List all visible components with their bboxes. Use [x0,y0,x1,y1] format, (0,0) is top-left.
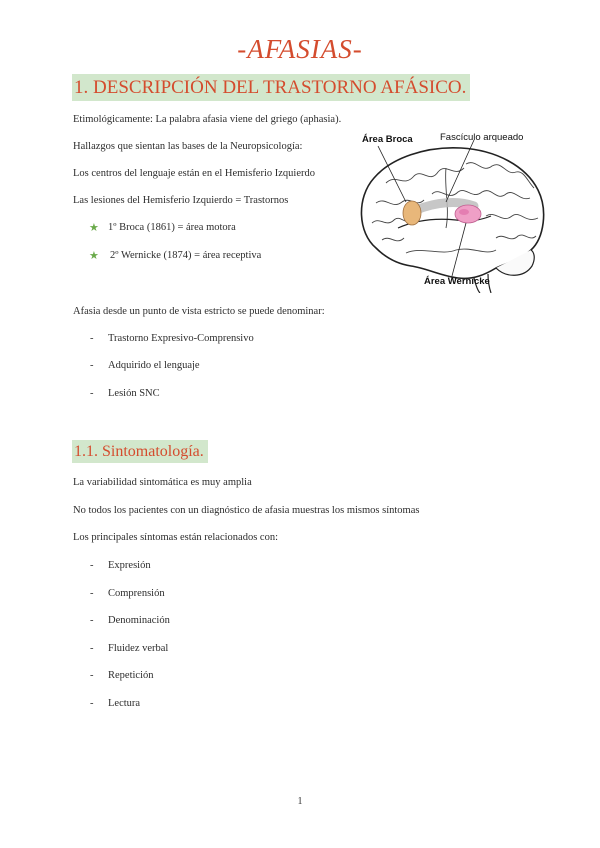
dash-bullet: - [90,670,94,681]
dash-bullet: - [90,698,94,709]
paragraph-lesiones: Las lesiones del Hemisferio Izquierdo = Trastornos [73,195,289,206]
dash-bullet: - [90,388,94,399]
list-item: Comprensión [108,588,165,599]
dash-bullet: - [90,588,94,599]
dash-bullet: - [90,643,94,654]
label-area-broca: Área Broca [362,134,413,145]
section-heading-descripcion: 1. DESCRIPCIÓN DEL TRASTORNO AFÁSICO. [72,74,470,101]
list-item: Denominación [108,615,170,626]
wernicke-area [455,205,481,223]
brain-diagram [346,128,556,293]
list-item: Lectura [108,698,141,709]
wernicke-core [459,209,469,215]
paragraph-afasia-definicion: Afasia desde un punto de vista estricto se puede denominar: [73,306,325,317]
brain-illustration [346,128,556,293]
paragraph-hallazgos: Hallazgos que sientan las bases de la Neuropsicología: [73,141,303,152]
star-bullet-icon: ★ [89,249,99,262]
paragraph-centros-lenguaje: Los centros del lenguaje están en el Hemisferio Izquierdo [73,168,315,179]
star-bullet-icon: ★ [89,221,99,234]
starred-item-broca: 1º Broca (1861) = área motora [108,222,236,233]
paragraph-variabilidad: La variabilidad sintomática es muy amplia [73,477,252,488]
list-item: Fluidez verbal [108,643,169,654]
section-heading-sintomatologia: 1.1. Sintomatología. [72,440,208,463]
label-area-wernicke: Área Wernicke [424,276,490,287]
label-fasciculo-arqueado: Fascículo arqueado [440,132,524,143]
paragraph-etimologia: Etimológicamente: La palabra afasia viene del griego (aphasia). [73,114,342,125]
dash-bullet: - [90,560,94,571]
dash-bullet: - [90,615,94,626]
list-item: Lesión SNC [108,388,160,399]
paragraph-principales-sintomas: Los principales síntomas están relacionados con: [73,532,278,543]
list-item: Expresión [108,560,151,571]
list-item: Adquirido el lenguaje [108,360,200,371]
document-title: -AFASIAS- [237,34,363,64]
list-item: Trastorno Expresivo-Comprensivo [108,333,254,344]
starred-item-wernicke: 2º Wernicke (1874) = área receptiva [110,250,262,261]
dash-bullet: - [90,360,94,371]
dash-bullet: - [90,333,94,344]
broca-area [403,201,421,225]
page-number: 1 [297,796,303,807]
paragraph-pacientes: No todos los pacientes con un diagnóstico de afasia muestras los mismos síntomas [73,505,420,516]
list-item: Repetición [108,670,154,681]
